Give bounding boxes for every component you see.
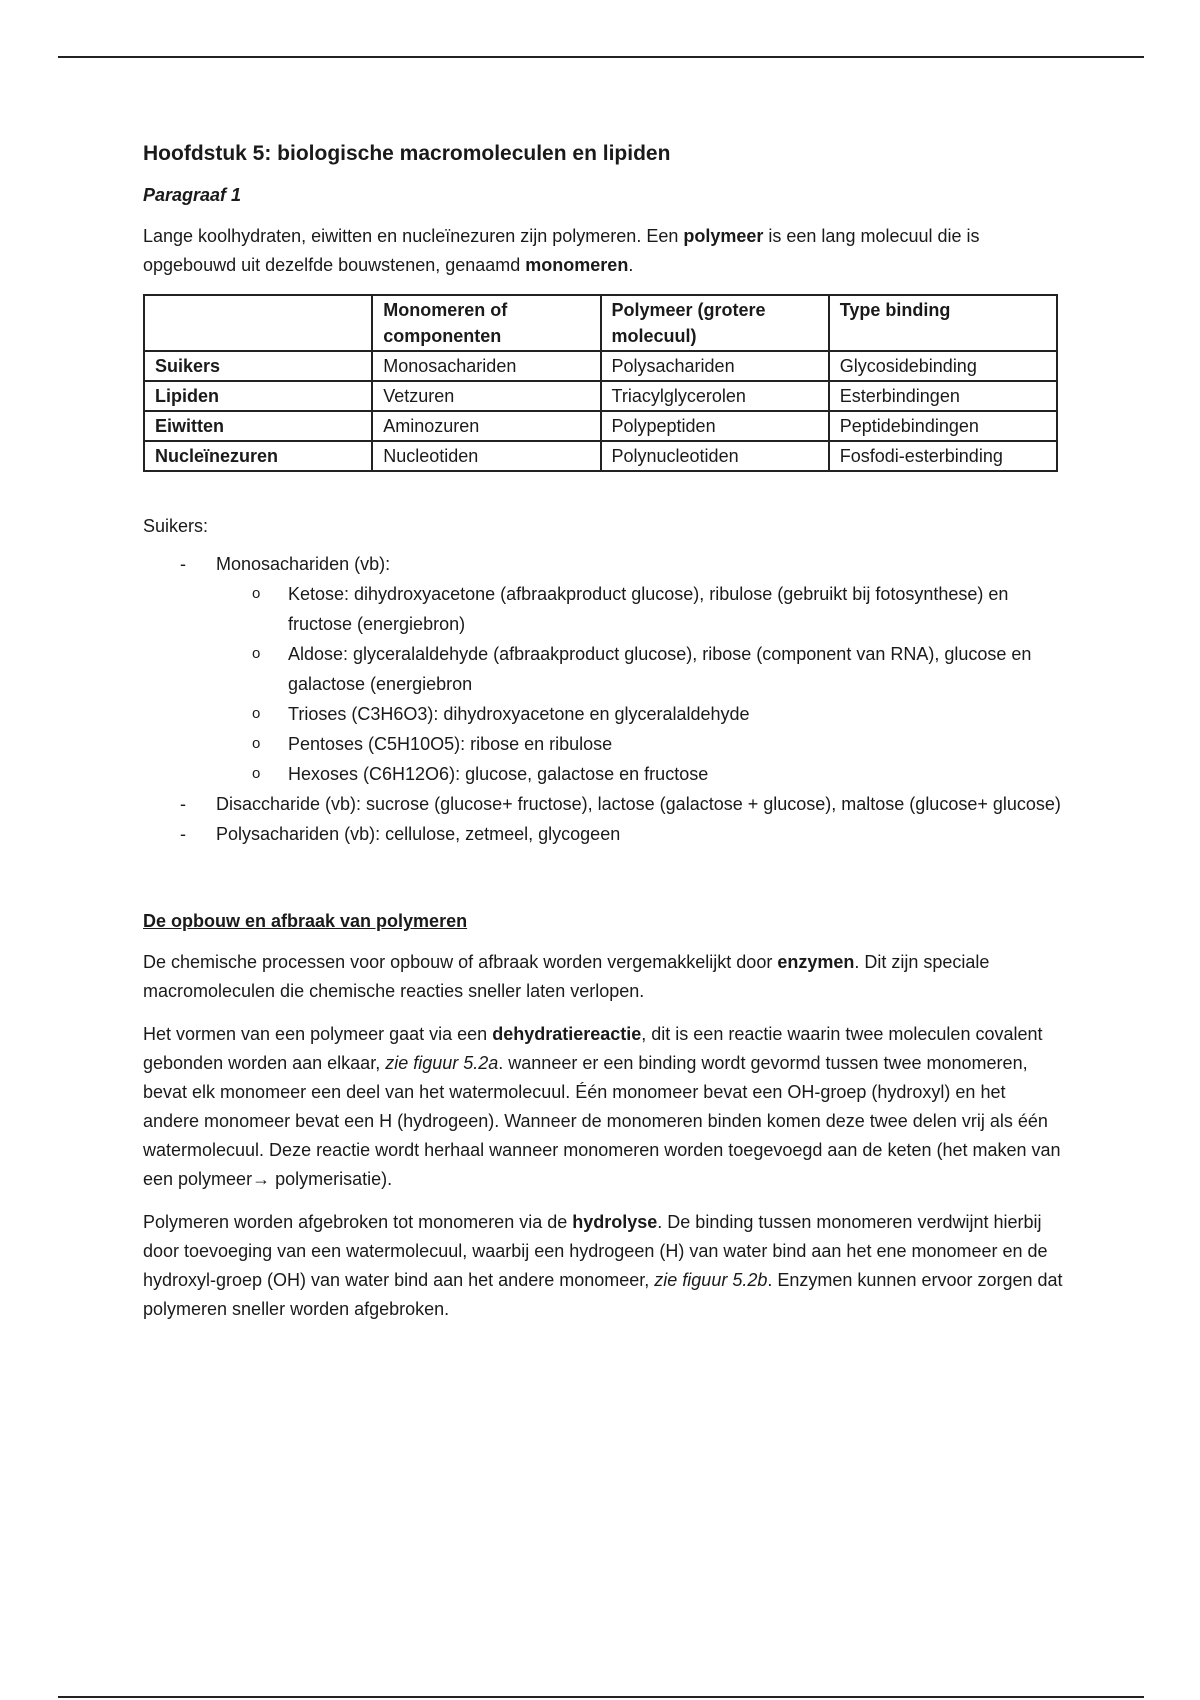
figure-reference: zie figuur 5.2b — [654, 1270, 768, 1291]
table-row — [144, 351, 1057, 381]
document-page — [143, 140, 1063, 1338]
hydrolysis-paragraph: Polymeren worden afgebroken tot monomeren via de hydrolyse. De binding tussen monomeren verdwijnt hierbij door toevoeging van een watermolecuul, waarbij een hydrogeen (H) van water bind aan het ene monomeer en de hydroxyl-groep (OH) van water bind aan het andere monomeer, zie figuur 5.2b. Enzymen kunnen ervoor zorgen dat polymeren sneller worden afgebroken. — [143, 1212, 1063, 1320]
table-row — [144, 441, 1057, 471]
circle-bullet: o — [252, 645, 261, 663]
table-cell: Glycosidebinding — [829, 351, 1057, 381]
sub-list-item: o Hexoses (C6H12O6): glucose, galactose en fructose — [216, 759, 1063, 789]
table-row-header: Lipiden — [144, 381, 372, 411]
table-row-header: Nucleïnezuren — [144, 441, 372, 471]
table-row-header: Suikers — [144, 351, 372, 381]
figure-reference: zie figuur 5.2a — [385, 1053, 499, 1074]
intro-paragraph: Lange koolhydraten, eiwitten en nucleïnezuren zijn polymeren. Een polymeer is een lang molecuul die is opgebouwd uit dezelfde bouwstenen, genaamd monomeren. — [143, 226, 980, 276]
list-item: - Disaccharide (vb): sucrose (glucose+ fructose), lactose (galactose + glucose), maltose (glucose+ glucose) — [143, 789, 1063, 819]
table-header-cell: Polymeer (grotere molecuul) — [601, 295, 829, 351]
table-cell: Monosachariden — [372, 351, 600, 381]
table-header-cell: Monomeren of componenten — [372, 295, 600, 351]
table-cell: Peptidebindingen — [829, 411, 1057, 441]
table-cell: Nucleotiden — [372, 441, 600, 471]
table-cell: Esterbindingen — [829, 381, 1057, 411]
circle-bullet: o — [252, 765, 261, 783]
table-row-header: Eiwitten — [144, 411, 372, 441]
dehydration-paragraph: Het vormen van een polymeer gaat via een dehydratiereactie, dit is een reactie waarin twee moleculen covalent gebonden worden aan elkaar, zie figuur 5.2a. wanneer er een binding wordt gevormd tussen twee monomeren, bevat elk monomeer een deel van het watermolecuul. Één monomeer bevat een OH-groep (hydroxyl) en het andere monomeer bevat een H (hydrogeen). Wanneer de monomeren binden komen deze twee delen vrij als één watermolecuul. Deze reactie wordt herhaal wanneer monomeren worden toegevoegd aan de keten (het maken van een polymeer→ polymerisatie). — [143, 1024, 1061, 1190]
table-header-cell — [144, 295, 372, 351]
sub-list-item: o Aldose: glyceralaldehyde (afbraakproduct glucose), ribose (component van RNA), glucose en galactose (energiebron — [216, 639, 1063, 699]
term-monomeren: monomeren — [525, 255, 629, 276]
sugar-list — [143, 549, 1063, 849]
table-cell: Aminozuren — [372, 411, 600, 441]
section-title: De opbouw en afbraak van polymeren — [143, 911, 468, 932]
dash-bullet: - — [180, 794, 186, 815]
term-enzymen: enzymen — [777, 952, 855, 973]
circle-bullet: o — [252, 585, 261, 603]
list-item: - Polysachariden (vb): cellulose, zetmeel, glycogeen — [143, 819, 1063, 849]
macromolecule-table — [143, 294, 1058, 472]
circle-bullet: o — [252, 735, 261, 753]
table-cell: Polypeptiden — [601, 411, 829, 441]
footer-rule — [58, 1696, 1144, 1698]
table-cell: Fosfodi-esterbinding — [829, 441, 1057, 471]
chapter-heading: Hoofdstuk 5: biologische macromoleculen en lipiden — [143, 142, 671, 165]
dash-bullet: - — [180, 824, 186, 845]
dash-bullet: - — [180, 554, 186, 575]
list-item: - Monosachariden (vb): o Ketose: dihydroxyacetone (afbraakproduct glucose), ribulose (gebruikt bij fotosynthese) en fructose (energiebron) o Aldose: glyceralaldehyde (afbraakproduct glucose), ribose (component van RNA), glucose en galactose (energiebron o Trioses (C3H6O3): dihydroxyacetone en glyceralaldehyde o Pentoses (C5H10O5): ribose en ribulose o Hexoses (C6H12O6): glucose, galactose en fructose — [143, 549, 1063, 789]
sub-list-item: o Pentoses (C5H10O5): ribose en ribulose — [216, 729, 1063, 759]
paragraph-subheading: Paragraaf 1 — [143, 185, 242, 206]
sub-list-item: o Ketose: dihydroxyacetone (afbraakproduct glucose), ribulose (gebruikt bij fotosynthese) en fructose (energiebron) — [216, 579, 1063, 639]
circle-bullet: o — [252, 705, 261, 723]
table-row — [144, 381, 1057, 411]
enzymes-paragraph: De chemische processen voor opbouw of afbraak worden vergemakkelijkt door enzymen. Dit zijn speciale macromoleculen die chemische reacties sneller laten verlopen. — [143, 952, 990, 1002]
table-cell: Vetzuren — [372, 381, 600, 411]
table-cell: Polynucleotiden — [601, 441, 829, 471]
term-dehydratiereactie: dehydratiereactie — [492, 1024, 642, 1045]
table-cell: Polysachariden — [601, 351, 829, 381]
sub-list — [216, 579, 1063, 789]
suikers-label: Suikers: — [143, 516, 209, 537]
table-header-row — [144, 295, 1057, 351]
table-cell: Triacylglycerolen — [601, 381, 829, 411]
table-header-cell: Type binding — [829, 295, 1057, 351]
arrow-icon: → — [252, 1169, 271, 1190]
sub-list-item: o Trioses (C3H6O3): dihydroxyacetone en glyceralaldehyde — [216, 699, 1063, 729]
term-polymeer: polymeer — [683, 226, 764, 247]
table-row — [144, 411, 1057, 441]
term-hydrolyse: hydrolyse — [572, 1212, 658, 1233]
header-rule — [58, 56, 1144, 58]
